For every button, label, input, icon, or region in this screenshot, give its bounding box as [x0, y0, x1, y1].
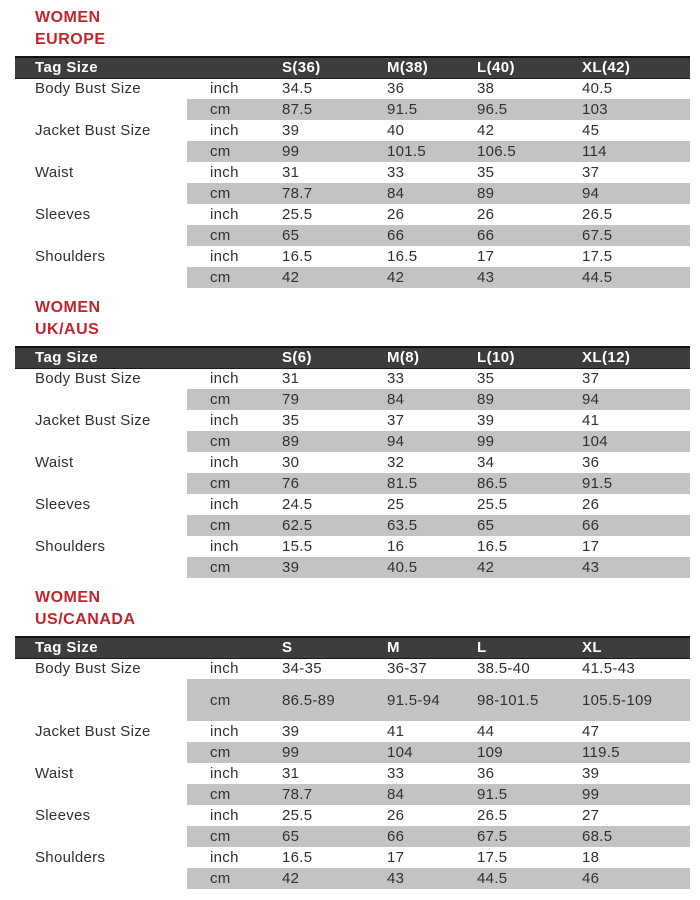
value-cell: 18	[582, 849, 600, 866]
measurement-label	[15, 389, 187, 410]
value-cell: 99	[462, 431, 567, 452]
unit-cell: inch	[210, 723, 239, 740]
value-cell: 16.5	[387, 248, 418, 265]
value-cell: 25.5	[282, 807, 313, 824]
unit-cell: inch	[210, 164, 239, 181]
measurement-row	[15, 679, 690, 721]
value-cell: 34	[477, 454, 495, 471]
value-cell: 66	[372, 225, 462, 246]
value-cell: 36-37	[387, 660, 427, 678]
measurement-label: Body Bust Size	[15, 368, 187, 389]
value-cell: 40	[387, 122, 405, 139]
measurement-row	[15, 494, 690, 515]
size-col-header-3: XL(42)	[567, 57, 690, 78]
unit-header-spacer	[187, 347, 267, 368]
measurement-label: Body Bust Size	[15, 658, 187, 679]
value-cell: 84	[372, 183, 462, 204]
unit-cell: inch	[210, 849, 239, 866]
measurement-label: Body Bust Size	[15, 78, 187, 99]
measurement-label	[15, 473, 187, 494]
value-cell: 105.5-109	[567, 679, 690, 721]
value-cell: 16	[387, 538, 405, 555]
measurement-label: Jacket Bust Size	[15, 721, 187, 742]
size-col-header-3: XL	[567, 637, 690, 658]
size-col-header-2: L(10)	[462, 347, 567, 368]
value-cell: 119.5	[567, 742, 690, 763]
value-cell: 86.5-89	[267, 679, 372, 721]
value-cell: 36	[387, 80, 405, 98]
value-cell: 44.5	[567, 267, 690, 288]
table-body	[15, 78, 690, 288]
measurement-row	[15, 368, 690, 389]
measurement-row	[15, 225, 690, 246]
value-cell: 89	[267, 431, 372, 452]
value-cell: 35	[477, 370, 495, 388]
value-cell: 32	[387, 454, 405, 471]
table-header-row	[15, 347, 690, 368]
size-col-header-2: L	[462, 637, 567, 658]
value-cell: 26	[387, 206, 405, 223]
measurement-row	[15, 267, 690, 288]
measurement-label: Waist	[15, 763, 187, 784]
size-col-header-2: L(40)	[462, 57, 567, 78]
unit-cell: cm	[187, 225, 267, 246]
value-cell: 33	[387, 164, 405, 181]
section-title	[35, 297, 700, 341]
unit-cell: inch	[210, 248, 239, 265]
value-cell: 41.5-43	[582, 660, 635, 678]
measurement-label: Jacket Bust Size	[15, 410, 187, 431]
value-cell: 17.5	[477, 849, 508, 866]
size-col-header-3: XL(12)	[567, 347, 690, 368]
measurement-row	[15, 536, 690, 557]
measurement-row	[15, 162, 690, 183]
measurement-row	[15, 515, 690, 536]
value-cell: 16.5	[282, 849, 313, 866]
value-cell: 43	[462, 267, 567, 288]
value-cell: 78.7	[267, 183, 372, 204]
value-cell: 41	[582, 412, 600, 429]
value-cell: 89	[462, 183, 567, 204]
value-cell: 42	[477, 122, 495, 139]
unit-cell: cm	[187, 868, 267, 889]
measurement-label	[15, 679, 187, 721]
value-cell: 91.5	[567, 473, 690, 494]
value-cell: 101.5	[372, 141, 462, 162]
unit-cell: cm	[187, 557, 267, 578]
value-cell: 65	[267, 225, 372, 246]
tag-size-header: Tag Size	[15, 637, 187, 658]
value-cell: 81.5	[372, 473, 462, 494]
measurement-label	[15, 225, 187, 246]
section-title	[35, 587, 700, 631]
unit-cell: cm	[187, 183, 267, 204]
size-col-header-0: S	[267, 637, 372, 658]
value-cell: 40.5	[582, 80, 613, 98]
unit-cell: cm	[187, 389, 267, 410]
value-cell: 26.5	[477, 807, 508, 824]
value-cell: 37	[582, 164, 600, 181]
value-cell: 103	[567, 99, 690, 120]
unit-cell: cm	[187, 742, 267, 763]
unit-cell: inch	[210, 412, 239, 429]
measurement-label: Jacket Bust Size	[15, 120, 187, 141]
table-header-row	[15, 637, 690, 658]
measurement-label	[15, 431, 187, 452]
section-title-line2: UK/AUS	[35, 321, 100, 338]
value-cell: 62.5	[267, 515, 372, 536]
value-cell: 37	[582, 370, 600, 388]
value-cell: 114	[567, 141, 690, 162]
measurement-row	[15, 452, 690, 473]
value-cell: 42	[372, 267, 462, 288]
measurement-row	[15, 784, 690, 805]
measurement-label	[15, 515, 187, 536]
value-cell: 39	[282, 122, 300, 139]
value-cell: 104	[372, 742, 462, 763]
value-cell: 89	[462, 389, 567, 410]
value-cell: 86.5	[462, 473, 567, 494]
value-cell: 68.5	[567, 826, 690, 847]
value-cell: 33	[387, 765, 405, 782]
measurement-row	[15, 78, 690, 99]
unit-cell: cm	[187, 679, 267, 721]
tag-size-header: Tag Size	[15, 347, 187, 368]
size-chart-section	[0, 297, 700, 578]
value-cell: 63.5	[372, 515, 462, 536]
unit-cell: inch	[210, 206, 239, 223]
value-cell: 67.5	[567, 225, 690, 246]
measurement-label: Sleeves	[15, 204, 187, 225]
value-cell: 26	[477, 206, 495, 223]
value-cell: 17	[387, 849, 405, 866]
measurement-row	[15, 141, 690, 162]
value-cell: 91.5-94	[372, 679, 462, 721]
unit-cell: inch	[210, 538, 239, 555]
value-cell: 98-101.5	[462, 679, 567, 721]
measurement-row	[15, 389, 690, 410]
value-cell: 47	[582, 723, 600, 740]
measurement-label	[15, 826, 187, 847]
value-cell: 91.5	[462, 784, 567, 805]
value-cell: 87.5	[267, 99, 372, 120]
size-col-header-1: M(8)	[372, 347, 462, 368]
measurement-label: Waist	[15, 452, 187, 473]
value-cell: 66	[372, 826, 462, 847]
value-cell: 26.5	[582, 206, 613, 223]
value-cell: 78.7	[267, 784, 372, 805]
value-cell: 17.5	[582, 248, 613, 265]
measurement-label	[15, 267, 187, 288]
value-cell: 25	[387, 496, 405, 513]
unit-cell: inch	[210, 765, 239, 782]
table-header-row	[15, 57, 690, 78]
size-table	[15, 346, 690, 578]
unit-cell: cm	[187, 99, 267, 120]
value-cell: 94	[567, 389, 690, 410]
value-cell: 91.5	[372, 99, 462, 120]
unit-header-spacer	[187, 57, 267, 78]
value-cell: 39	[282, 723, 300, 740]
measurement-label: Sleeves	[15, 805, 187, 826]
section-title	[35, 7, 700, 51]
section-title-line1: WOMEN	[35, 9, 101, 26]
value-cell: 46	[567, 868, 690, 889]
measurement-label: Sleeves	[15, 494, 187, 515]
size-col-header-1: M	[372, 637, 462, 658]
measurement-row	[15, 763, 690, 784]
size-col-header-0: S(36)	[267, 57, 372, 78]
value-cell: 76	[267, 473, 372, 494]
measurement-label	[15, 784, 187, 805]
value-cell: 33	[387, 370, 405, 388]
value-cell: 79	[267, 389, 372, 410]
unit-cell: cm	[187, 431, 267, 452]
measurement-row	[15, 183, 690, 204]
value-cell: 34.5	[282, 80, 313, 98]
measurement-label	[15, 868, 187, 889]
value-cell: 41	[387, 723, 405, 740]
value-cell: 99	[267, 141, 372, 162]
measurement-label: Shoulders	[15, 246, 187, 267]
value-cell: 38.5-40	[477, 660, 530, 678]
measurement-row	[15, 246, 690, 267]
value-cell: 25.5	[477, 496, 508, 513]
value-cell: 104	[567, 431, 690, 452]
measurement-label	[15, 742, 187, 763]
size-col-header-0: S(6)	[267, 347, 372, 368]
value-cell: 31	[282, 164, 300, 181]
unit-cell: cm	[187, 826, 267, 847]
unit-cell: cm	[187, 515, 267, 536]
size-chart-section	[0, 7, 700, 288]
measurement-label: Shoulders	[15, 847, 187, 868]
value-cell: 26	[582, 496, 600, 513]
value-cell: 84	[372, 389, 462, 410]
measurement-row	[15, 557, 690, 578]
unit-cell: inch	[210, 496, 239, 513]
measurement-row	[15, 99, 690, 120]
value-cell: 24.5	[282, 496, 313, 513]
value-cell: 36	[582, 454, 600, 471]
measurement-label: Shoulders	[15, 536, 187, 557]
value-cell: 65	[462, 515, 567, 536]
measurement-row	[15, 410, 690, 431]
value-cell: 37	[387, 412, 405, 429]
value-cell: 65	[267, 826, 372, 847]
value-cell: 84	[372, 784, 462, 805]
unit-cell: inch	[210, 80, 239, 98]
unit-cell: inch	[210, 122, 239, 139]
unit-cell: inch	[210, 454, 239, 471]
size-col-header-1: M(38)	[372, 57, 462, 78]
value-cell: 26	[387, 807, 405, 824]
value-cell: 42	[267, 868, 372, 889]
value-cell: 25.5	[282, 206, 313, 223]
unit-cell: cm	[187, 267, 267, 288]
size-table	[15, 636, 690, 889]
value-cell: 17	[582, 538, 600, 555]
size-table	[15, 56, 690, 288]
section-title-line1: WOMEN	[35, 589, 101, 606]
value-cell: 30	[282, 454, 300, 471]
unit-cell: cm	[187, 784, 267, 805]
value-cell: 36	[477, 765, 495, 782]
value-cell: 44.5	[462, 868, 567, 889]
measurement-row	[15, 431, 690, 452]
table-body	[15, 658, 690, 889]
value-cell: 17	[477, 248, 495, 265]
value-cell: 27	[582, 807, 600, 824]
value-cell: 106.5	[462, 141, 567, 162]
value-cell: 66	[567, 515, 690, 536]
section-title-line2: US/CANADA	[35, 611, 136, 628]
unit-cell: cm	[187, 473, 267, 494]
value-cell: 99	[567, 784, 690, 805]
measurement-row	[15, 658, 690, 679]
unit-cell: inch	[210, 807, 239, 824]
value-cell: 31	[282, 370, 300, 388]
value-cell: 15.5	[282, 538, 313, 555]
measurement-row	[15, 742, 690, 763]
value-cell: 109	[462, 742, 567, 763]
unit-cell: inch	[210, 370, 239, 388]
unit-cell: cm	[187, 141, 267, 162]
measurement-row	[15, 473, 690, 494]
value-cell: 39	[477, 412, 495, 429]
measurement-row	[15, 805, 690, 826]
value-cell: 99	[267, 742, 372, 763]
value-cell: 42	[267, 267, 372, 288]
measurement-row	[15, 847, 690, 868]
value-cell: 35	[282, 412, 300, 429]
measurement-label	[15, 557, 187, 578]
value-cell: 34-35	[282, 660, 322, 678]
value-cell: 94	[372, 431, 462, 452]
value-cell: 43	[567, 557, 690, 578]
value-cell: 39	[267, 557, 372, 578]
value-cell: 42	[462, 557, 567, 578]
value-cell: 38	[477, 80, 495, 98]
measurement-row	[15, 721, 690, 742]
value-cell: 16.5	[477, 538, 508, 555]
tag-size-header: Tag Size	[15, 57, 187, 78]
measurement-label	[15, 99, 187, 120]
measurement-label	[15, 141, 187, 162]
measurement-row	[15, 868, 690, 889]
size-chart-section	[0, 587, 700, 889]
measurement-row	[15, 120, 690, 141]
value-cell: 44	[477, 723, 495, 740]
value-cell: 35	[477, 164, 495, 181]
unit-header-spacer	[187, 637, 267, 658]
section-title-line2: EUROPE	[35, 31, 106, 48]
value-cell: 40.5	[372, 557, 462, 578]
value-cell: 67.5	[462, 826, 567, 847]
measurement-row	[15, 826, 690, 847]
value-cell: 96.5	[462, 99, 567, 120]
value-cell: 94	[567, 183, 690, 204]
measurement-label	[15, 183, 187, 204]
value-cell: 43	[372, 868, 462, 889]
value-cell: 45	[582, 122, 600, 139]
value-cell: 31	[282, 765, 300, 782]
value-cell: 16.5	[282, 248, 313, 265]
table-body	[15, 368, 690, 578]
value-cell: 66	[462, 225, 567, 246]
unit-cell: inch	[210, 660, 239, 678]
measurement-row	[15, 204, 690, 225]
section-title-line1: WOMEN	[35, 299, 101, 316]
value-cell: 39	[582, 765, 600, 782]
measurement-label: Waist	[15, 162, 187, 183]
